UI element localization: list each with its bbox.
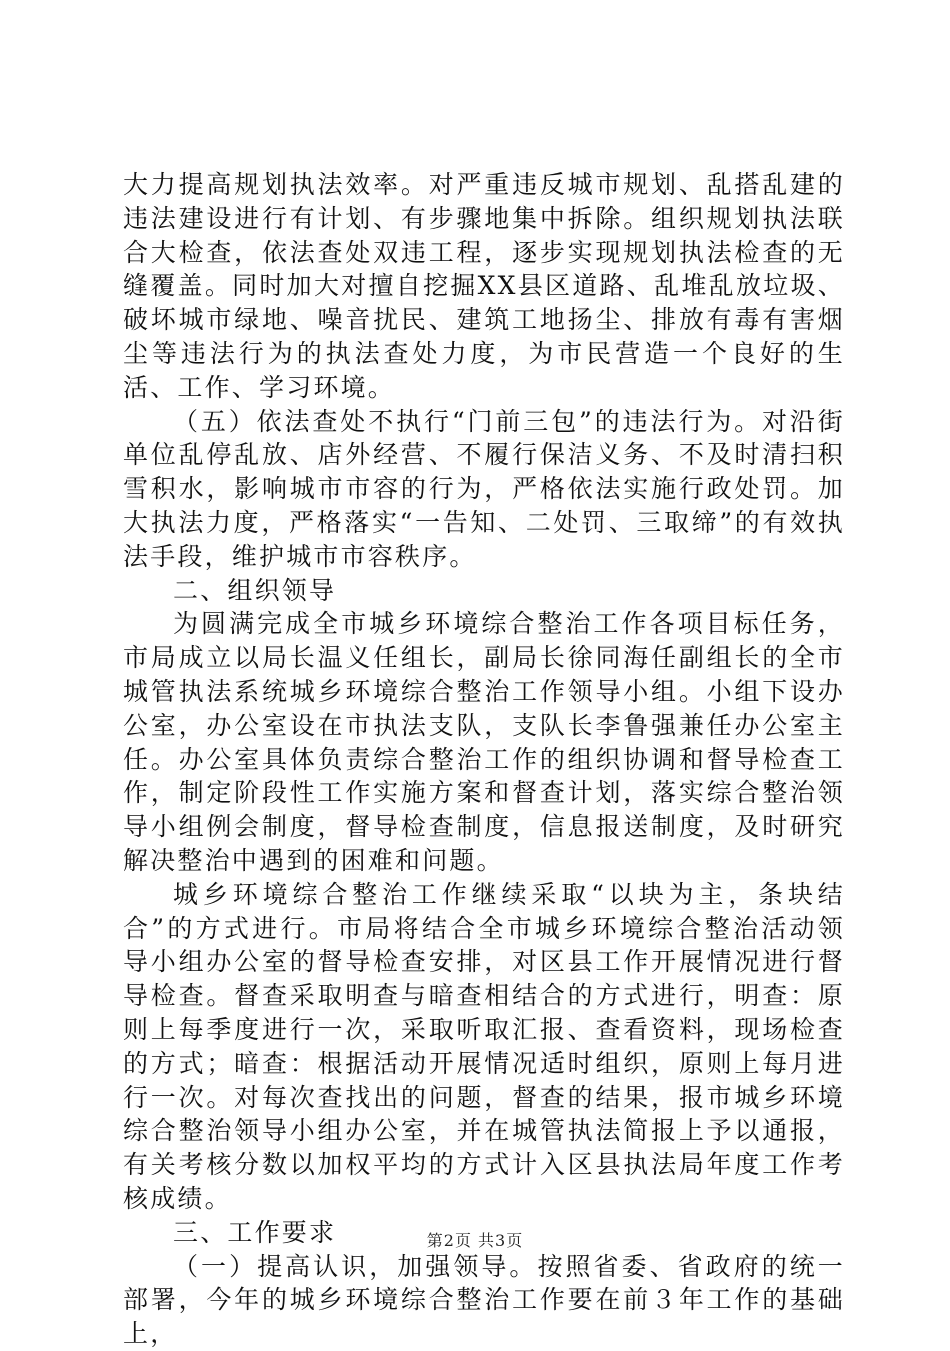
paragraph-supervision-method: 城乡环境综合整治工作继续采取“以块为主，条块结合”的方式进行。市局将结合全市城乡环境综合整治活动领导小组办公室的督导检查安排，对区县工作开展情况进行督导检查。督查采取明查与暗查相结合的方式进行，明查：原则上每季度进行一次，采取听取汇报、查看资料，现场检查的方式；暗查：根据活动开展情况适时组织，原则上每月进行一次。对每次查找出的问题，督查的结果，报市城乡环境综合整治领导小组办公室，并在城管执法简报上予以通报，有关考核分数以加权平均的方式计入区县执法局年度工作考核成绩。 bbox=[123, 879, 845, 1213]
section-heading-requirements: 三、工作要求 bbox=[173, 1217, 337, 1247]
page-footer: 第2页 共3页 bbox=[426, 1231, 524, 1250]
paragraph-door-front-responsibility: （五）依法查处不执行“门前三包”的违法行为。对沿街单位乱停乱放、店外经营、不履行保洁义务、不及时清扫积雪积水，影响城市市容的行为，严格依法实施行政处罚。加大执法力度，严格落实“一告知、二处罚、三取缔”的有效执法手段，维护城市市容秩序。 bbox=[123, 406, 845, 571]
document-body bbox=[123, 168, 845, 1351]
paragraph-raise-awareness: （一）提高认识，加强领导。按照省委、省政府的统一部署，今年的城乡环境综合整治工作要在前３年工作的基础上， bbox=[123, 1251, 845, 1349]
paragraph-continuation: 大力提高规划执法效率。对严重违反城市规划、乱搭乱建的违法建设进行有计划、有步骤地集中拆除。组织规划执法联合大检查，依法查处双违工程，逐步实现规划执法检查的无缝覆盖。同时加大对擅自挖掘XX县区道路、乱堆乱放垃圾、破坏城市绿地、噪音扰民、建筑工地扬尘、排放有毒有害烟尘等违法行为的执法查处力度，为市民营造一个良好的生活、工作、学习环境。 bbox=[123, 170, 845, 402]
section-heading-organization: 二、组织领导 bbox=[173, 575, 337, 605]
paragraph-leadership-group: 为圆满完成全市城乡环境综合整治工作各项目标任务，市局成立以局长温义任组长，副局长徐同海任副组长的全市城管执法系统城乡环境综合整治工作领导小组。小组下设办公室，办公室设在市执法支队，支队长李鲁强兼任办公室主任。办公室具体负责综合整治工作的组织协调和督导检查工作，制定阶段性工作实施方案和督查计划，落实综合整治领导小组例会制度，督导检查制度，信息报送制度，及时研究解决整治中遇到的困难和问题。 bbox=[123, 609, 845, 875]
